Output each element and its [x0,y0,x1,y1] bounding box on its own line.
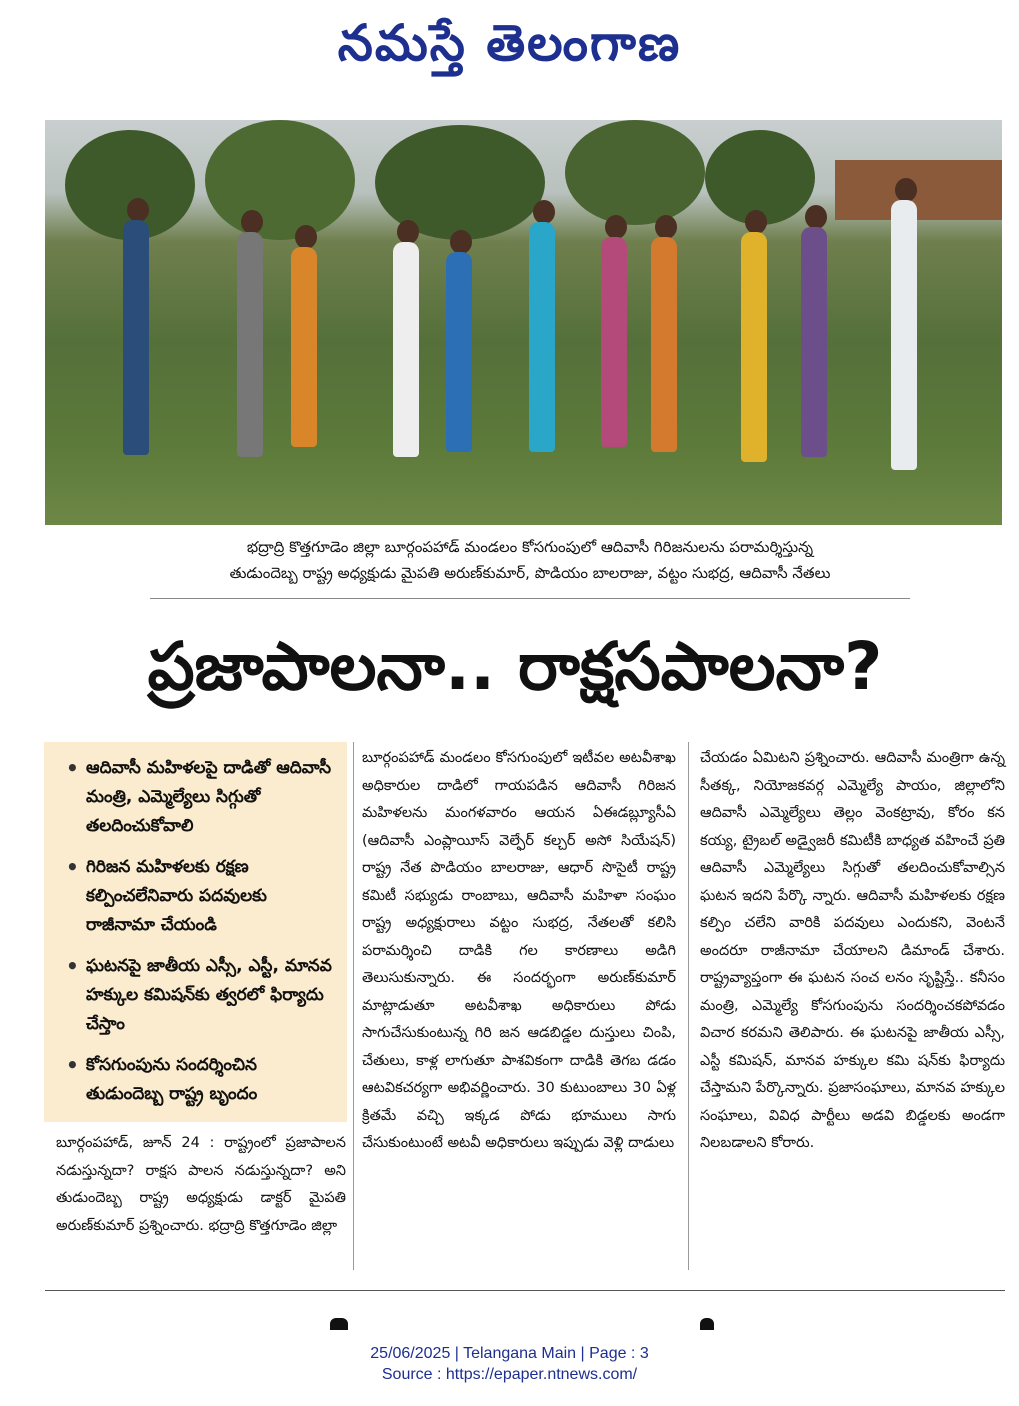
footer-date-line: 25/06/2025 | Telangana Main | Page : 3 [370,1345,649,1362]
highlight-item: • ఆదివాసీ మహిళలపై దాడితో ఆదివాసీ మంత్రి, ఎమ్మెల్యేలు సిగ్గుతో తలదించుకోవాలి [62,754,335,841]
highlight-item: • గిరిజన మహిళలకు రక్షణ కల్పించలేనివారు పదవులకు రాజీనామా చేయండి [62,853,335,940]
headline: ప్రజాపాలనా.. రాక్షసపాలనా? [147,628,883,705]
news-photo [45,120,1002,525]
caption-line-2: తుడుందెబ్బ రాష్ట్ర అధ్యక్షుడు మైపతి అరుణ్‌కుమార్, పొడియం బాలరాజు, వట్టం సుభద్ర, ఆదివాసీ నేతలు [229,564,831,582]
highlights-box [44,742,347,1122]
caption-line-1: భద్రాద్రి కొత్తగూడెం జిల్లా బూర్గంపహాడ్ మండలం కోసగుంపులో ఆదివాసీ గిరిజనులను పరామర్శిస్తున్న [246,538,814,556]
caption-divider [150,598,910,599]
article-column-2: బూర్గంపహాడ్ మండలం కోసగుంపులో ఇటీవల అటవీశాఖ అధికారుల దాడిలో గాయపడిన ఆదివాసీ గిరిజన మహిళలను మంగళవారం ఆయన ఏఈడబ్ల్యూసీఏ (ఆదివాసీ ఎంప్లాయీస్ వెల్ఫేర్ కల్చర్ అసో సియేషన్) రాష్ట్ర నేత పొడియం బాలరాజు, ఆధార్ సొసైటీ రాష్ట్ర కమిటీ సభ్యుడు రాంబాబు, ఆదివాసీ మహిళా సంఘం రాష్ట్ర అధ్యక్షురాలు వట్టం సుభద్ర, నేతలతో కలిసి పరామర్శించి దాడికి గల కారణాలు అడిగి తెలుసుకున్నారు. ఈ సందర్భంగా అరుణ్‌కుమార్ మాట్లాడుతూ అటవీశాఖ అధికారులు పోడు సాగుచేసుకుంటున్న గిరి జన ఆడబిడ్డల దుస్తులు చింపి, చేతులు, కాళ్ల లాగుతూ పాశవికంగా దాడికి తెగబ డడం ఆటవికచర్యగా అభివర్ణించారు. 30 కుటుంబాలు 30 ఏళ్ల క్రితమే వచ్చి ఇక్కడ పోడు భూములు సాగు చేసుకుంటుంటే అటవీ అధికారులు ఇప్పుడు వెళ్లి దాడులు [362,750,676,1151]
column-divider [353,742,354,1270]
cut-off-text [700,1318,714,1330]
page-footer [0,1343,1019,1385]
cut-off-text [330,1318,348,1330]
highlight-item: • కోసగుంపును సందర్శించిన తుడుందెబ్బ రాష్ట్ర బృందం [62,1051,335,1109]
highlight-item: • ఘటనపై జాతీయ ఎస్సీ, ఎస్టీ, మానవ హక్కుల కమిషన్‌కు త్వరలో ఫిర్యాదు చేస్తాం [62,952,335,1039]
masthead-title: నమస్తే తెలంగాణ [337,14,682,72]
bottom-divider [45,1290,1005,1291]
article-column-3: చేయడం ఏమిటని ప్రశ్నించారు. ఆదివాసీ మంత్రిగా ఉన్న సీతక్క, నియోజకవర్గ ఎమ్మెల్యే పాయం, జిల్లాలోని ఆదివాసీ ఎమ్మెల్యేలు తెల్లం వెంకట్రావు, కోరం కన కయ్య, ట్రైబల్ అడ్వైజరీ కమిటీకి బాధ్యత వహించే ప్రతి ఆదివాసీ ఎమ్మెల్యేలు సిగ్గుతో తలదించుకోవాల్సిన ఘటన ఇదని పేర్కొ న్నారు. ఆదివాసీ మహిళలకు రక్షణ కల్పిం చలేని వారికి పదవులు ఎందుకని, వెంటనే అందరూ రాజీనామా చేయాలని డిమాండ్ చేశారు. రాష్ట్రవ్యాప్తంగా ఈ ఘటన సంచ లనం సృష్టిస్తే.. కనీసం మంత్రి, ఎమ్మెల్యే కోసగుంపును సందర్శించకపోవడం విచార కరమని తెలిపారు. ఈ ఘటనపై జాతీయ ఎస్సీ, ఎస్టీ కమిషన్, మానవ హక్కుల కమి షన్‌కు ఫిర్యాదు చేస్తామని పేర్కొన్నారు. ప్రజాసంఘాలు, మానవ హక్కుల సంఘాలు, వివిధ పార్టీలు అడవి బిడ్డలకు అండగా నిలబడాలని కోరారు. [700,750,1005,1151]
photo-caption [150,534,910,586]
article-column-1: బూర్గంపహాడ్, జూన్ 24 : రాష్ట్రంలో ప్రజాపాలన నడుస్తున్నదా? రాక్షస పాలన నడుస్తున్నదా? అని తుడుందెబ్బ రాష్ట్ర అధ్యక్షుడు డాక్టర్ మైపతి అరుణ్‌కుమార్ ప్రశ్నించారు. భద్రాద్రి కొత్తగూడెం జిల్లా [56,1135,346,1234]
footer-source-line: Source : https://epaper.ntnews.com/ [381,1366,638,1383]
column-divider [688,742,689,1270]
